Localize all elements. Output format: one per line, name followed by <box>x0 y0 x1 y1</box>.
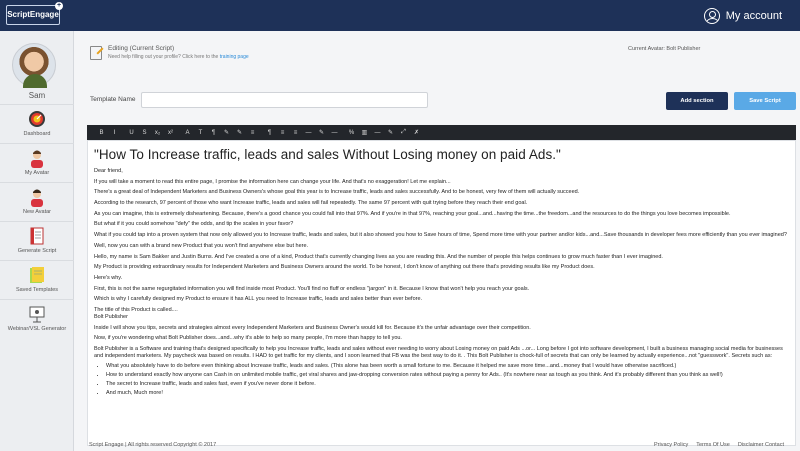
clear-format-icon[interactable]: ✗ <box>413 130 420 136</box>
sidebar-item-my-avatar[interactable] <box>0 143 74 182</box>
logo-text: ScriptEngage <box>7 10 59 19</box>
text-size-icon[interactable]: T <box>198 129 203 136</box>
font-icon[interactable]: A <box>185 129 190 136</box>
page-title: Editing (Current Script) <box>108 45 175 52</box>
paragraph: First, this is not the same regurgitated information you will find inside most Product. You'll find no fluff or endless "jargon" in it. Because I know that won't help you reach your goals. <box>94 285 530 292</box>
person-icon <box>27 148 47 168</box>
indent-icon[interactable]: ≡ <box>293 129 298 136</box>
paragraph: What if you could tap into a proven system that now only allowed you to Increase traffic, leads and sales, but it also showed you how to Save hours of time, Spend more time with your partner and/or kids...and...Save thousands in developer fees more efficiently than you ever imagined? <box>94 232 787 239</box>
list-icon[interactable]: ≡ <box>280 129 285 136</box>
table-icon[interactable]: ▥ <box>361 130 368 136</box>
sidebar-item-saved-templates[interactable] <box>0 260 74 299</box>
sidebar-item-label: New Avatar <box>22 209 52 215</box>
paragraph-icon[interactable]: ¶ <box>267 129 272 136</box>
help-text-body: Need help filling out your profile? Click here to the <box>108 54 219 60</box>
fullscreen-icon[interactable]: ⤢ <box>401 129 406 135</box>
sidebar <box>0 31 74 451</box>
account-menu[interactable] <box>704 7 782 25</box>
document-icon <box>27 226 47 246</box>
paragraph: Dear friend, <box>94 168 123 174</box>
template-name-input[interactable] <box>141 92 428 108</box>
underline-icon[interactable]: U <box>129 129 134 136</box>
paragraph: Which is why I carefully designed my Product to ensure it has ALL you need to Increase traffic, leads and sales better than ever before. <box>94 296 423 303</box>
edit-document-icon <box>90 46 102 60</box>
help-text <box>108 54 249 60</box>
disclaimer-contact-link[interactable]: Disclaimer Contact <box>737 442 784 448</box>
eraser-icon[interactable]: ✎ <box>387 130 394 136</box>
list-item: • How to understand exactly how anyone can Cash in on unlimited mobile traffic, get viral shares and jaw-dropping conversion rates without paying a penny for Ads.. (It's nowhere near as tough as you think. And it's probably different than you think as well!) <box>106 372 789 379</box>
text-color-icon[interactable]: ✎ <box>223 130 230 136</box>
sidebar-item-label: Generate Script <box>17 248 57 254</box>
format-icon[interactable]: ¶ <box>211 129 216 136</box>
paragraph: Inside I will show you tips, secrets and strategies almost every Independent Marketers and Business Owner's would kill for. Because it's the unfair advantage over their competition. <box>94 324 531 331</box>
list-item: • And much, Much more! <box>106 390 789 397</box>
minus-icon[interactable]: — <box>331 129 338 136</box>
highlight-icon[interactable]: ✎ <box>236 130 243 136</box>
sidebar-item-label: Webinar/VSL Generator <box>7 326 67 332</box>
paragraph: But what if it you could somehow "defy" the odds, and tip the scales in your favor? <box>94 221 294 228</box>
bullet-list <box>106 363 789 397</box>
paragraph: As you can imagine, this is extremely disheartening. Because, there's a good chance you could fall into that 97%. And if you're in that 97%, reaching your goal...and...having the time...the freedom...and the resources to do the things you love becomes impossible. <box>94 210 731 217</box>
user-name: Sam <box>28 91 46 100</box>
footer <box>87 439 796 451</box>
copyright-text: Script Engage | All rights reserved Copyright © 2017 <box>89 442 217 448</box>
paragraph: Now, if you're wondering what Bolt Publisher does...and...why it's able to help so many people, I'm more than happy to tell you. <box>94 335 402 342</box>
presentation-icon <box>27 304 47 324</box>
training-page-link[interactable]: training page <box>219 54 249 60</box>
paragraph: Bolt Publisher is a Software and training that's designed specifically to help you Increase traffic, leads and sales without ever needing to worry about Losing money on paid Ads ...or... Long before I got into software development, I built a business managing social media for businesses and independent marketers. My paycheck was based on results. I HAD to get traffic for my clients, and I soon learned that FB was the best way to do it. . This Bolt Publisher is chock-full of secrets that can only be learned by actually experience...not "guesswork". Secrets such as: <box>94 346 783 359</box>
paragraph: There's a great deal of Independent Marketers and Business Owners's whose goal this year is to Increase traffic, leads and sales successfully. And to be honest, very few of them will actually succeed. <box>94 189 580 196</box>
sidebar-item-dashboard[interactable] <box>0 104 74 143</box>
folder-icon <box>27 265 47 285</box>
app-logo[interactable] <box>6 2 62 25</box>
sidebar-item-new-avatar[interactable] <box>0 182 74 221</box>
divider-icon[interactable]: — <box>374 129 381 136</box>
paragraph: If you will take a moment to read this entire page, I promise the information here can change your life. And that's no exaggeration! Let me explain... <box>94 178 451 185</box>
link-icon[interactable]: % <box>348 129 355 136</box>
hr-icon[interactable]: — <box>305 129 312 136</box>
sidebar-item-label: Dashboard <box>23 131 51 137</box>
strikethrough-icon[interactable]: S <box>142 129 147 136</box>
main-content <box>74 31 800 451</box>
script-editor[interactable] <box>87 140 796 446</box>
paragraph: Well, now you can with a brand new Product that you won't find anywhere else but here. <box>94 242 309 249</box>
paragraph: Here's why. <box>94 274 123 281</box>
add-section-button[interactable]: Add section <box>666 92 728 110</box>
plus-icon: + <box>56 2 62 9</box>
person-add-icon <box>27 187 47 207</box>
script-headline: "How To Increase traffic, leads and sales Without Losing money on paid Ads." <box>94 147 561 162</box>
privacy-policy-link[interactable]: Privacy Policy <box>653 442 689 448</box>
current-avatar-label: Current Avatar: Bolt Publisher <box>628 46 701 52</box>
account-label: My account <box>725 10 782 22</box>
footer-links <box>654 442 784 448</box>
user-icon <box>704 8 720 24</box>
pen-icon[interactable]: ✎ <box>318 130 325 136</box>
italic-icon[interactable]: I <box>113 129 116 136</box>
avatar <box>12 43 56 87</box>
paragraph: According to the research, 97 percent of those who want Increase traffic, leads and sales will fail repeatedly. The same 97 percent with quit trying before they reach their end goal. <box>94 200 528 207</box>
list-item: • The secret to Increase traffic, leads and sales fast, even if you've never done it before. <box>106 381 789 388</box>
editor-toolbar <box>87 125 796 140</box>
sidebar-item-webinar-generator[interactable] <box>0 299 74 338</box>
sidebar-item-label: Saved Templates <box>15 287 59 293</box>
sidebar-item-label: My Avatar <box>24 170 50 176</box>
paragraph: Bolt Publisher <box>94 313 128 320</box>
align-icon[interactable]: ≡ <box>250 129 255 136</box>
template-name-label: Template Name <box>90 96 136 103</box>
terms-of-use-link[interactable]: Terms Of Use <box>696 442 730 448</box>
sidebar-item-generate-script[interactable] <box>0 221 74 260</box>
bold-icon[interactable]: B <box>99 129 104 136</box>
superscript-icon[interactable]: x² <box>168 129 173 136</box>
dashboard-icon <box>27 109 47 129</box>
top-bar <box>0 0 800 31</box>
subscript-icon[interactable]: x₂ <box>154 129 161 136</box>
save-script-button[interactable]: Save Script <box>734 92 796 110</box>
list-item: • What you absolutely have to do before even thinking about Increase traffic, leads and sales. (This alone has been worth a small fortune to me. Because it helped me save more time...and...money that I would have otherwise sacrificed.) <box>106 363 789 370</box>
paragraph: The title of this Product is called.... <box>94 306 178 313</box>
paragraph: Hello, my name is Sam Bakker and Justin Burns. And I've created a one of a kind, Product that's currently changing lives as you are reading this. And the number of people this helps continues to grow much faster than I ever imagined. <box>94 253 663 260</box>
paragraph: My Product is providing extraordinary results for Independent Marketers and Business Owners around the world. To be honest, I don't know of anything out there that's providing results like my Product does. <box>94 264 595 271</box>
